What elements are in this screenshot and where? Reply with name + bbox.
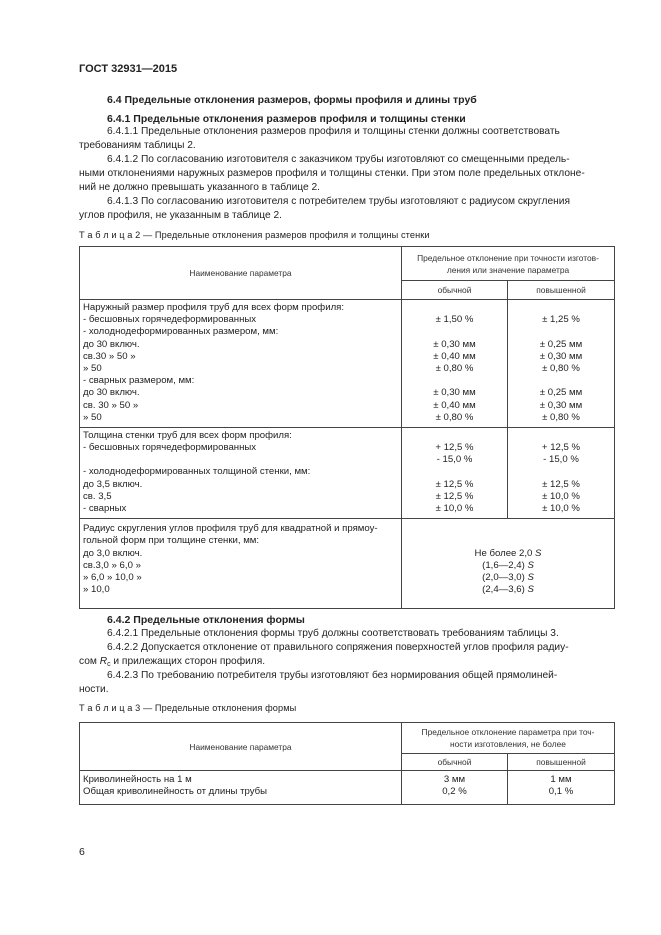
table-3-header-increased: повышенной	[508, 754, 615, 771]
section-6-4-2-title: 6.4.2 Предельные отклонения формы	[107, 614, 305, 626]
para-6-4-1-2-line1: 6.4.1.2 По согласованию изготовителя с заказчиком трубы изготовляют со смещенными предель-	[107, 154, 570, 165]
row-corner-radius-labels: Радиус скругления углов профиля труб для квадратной и прямоу- гольной форм при толщине стенки, мм: до 3,0 включ. св.3,0 » 6,0 » » 6,0 » 10,0 » » 10,0	[80, 519, 402, 609]
table-3-header-param: Наименование параметра	[80, 723, 402, 771]
table-2-header-param: Наименование параметра	[80, 247, 402, 300]
table-row	[80, 771, 615, 805]
row-corner-radius-values: Не более 2,0 S (1,6—2,4) S (2,0—3,0) S (2,4—3,6) S	[402, 519, 615, 609]
para-6-4-2-2-line2: сом $R_c$ и прилежащих сторон профиля.	[79, 656, 266, 668]
row-wall-thickness-ordinary: + 12,5 % - 15,0 % ± 12,5 % ± 12,5 % ± 10,0 %	[402, 427, 508, 518]
table-3-caption: Т а б л и ц а 3 — Предельные отклонения формы	[79, 703, 297, 713]
row-wall-thickness-increased: + 12,5 % - 15,0 % ± 12,5 % ± 10,0 % ± 10,0 %	[508, 427, 615, 518]
row-outer-size-labels: Наружный размер профиля труб для всех форм профиля: - бесшовных горячедеформированных - холоднодеформированных размером, мм: до 30 включ. св.30 » 50 » » 50 - сварных размером, мм: до 30 включ. св. 30 » 50 » » 50	[80, 300, 402, 428]
para-6-4-1-1-line2: требованиям таблицы 2.	[79, 140, 196, 151]
para-6-4-1-1-line1: 6.4.1.1 Предельные отклонения размеров профиля и толщины стенки должны соответствовать	[107, 126, 560, 137]
document-id: ГОСТ 32931—2015	[79, 63, 178, 75]
table-2-header-increased: повышенной	[508, 281, 615, 300]
table-3-increased: 1 мм 0,1 %	[508, 771, 615, 805]
table-row	[80, 300, 615, 428]
row-outer-size-increased: ± 1,25 % ± 0,25 мм ± 0,30 мм ± 0,80 % ± 0,25 мм ± 0,30 мм ± 0,80 %	[508, 300, 615, 428]
section-6-4-1-title: 6.4.1 Предельные отклонения размеров профиля и толщины стенки	[107, 113, 466, 125]
para-6-4-2-3-line1: 6.4.2.3 По требованию потребителя трубы изготовляют без нормирования общей прямолиней-	[107, 670, 558, 681]
para-6-4-1-2-line2: ными отклонениями наружных размеров профиля и толщины стенки. При этом поле предельных отклоне-	[79, 168, 585, 179]
para-6-4-2-1: 6.4.2.1 Предельные отклонения формы труб должны соответствовать требованиям таблицы 3.	[107, 628, 559, 639]
para-6-4-1-3-line1: 6.4.1.3 По согласованию изготовителя с потребителем трубы изготовляют с радиусом скругления	[107, 196, 570, 207]
row-outer-size-ordinary: ± 1,50 % ± 0,30 мм ± 0,40 мм ± 0,80 % ± 0,30 мм ± 0,40 мм ± 0,80 %	[402, 300, 508, 428]
para-6-4-2-2-line1: 6.4.2.2 Допускается отклонение от правильного сопряжения поверхностей углов профиля радиу-	[107, 642, 569, 653]
table-2	[79, 246, 615, 609]
row-wall-thickness-labels: Толщина стенки труб для всех форм профиля: - бесшовных горячедеформированных - холоднодеформированных толщиной стенки, мм: до 3,5 включ. св. 3,5 - сварных	[80, 427, 402, 518]
para-6-4-1-2-line3: ний не должно превышать указанного в таблице 2.	[79, 182, 320, 193]
section-6-4-title: 6.4 Предельные отклонения размеров, формы профиля и длины труб	[107, 94, 477, 106]
table-3-header-ordinary: обычной	[402, 754, 508, 771]
table-row	[80, 427, 615, 518]
table-2-header-deviation: Предельное отклонение при точности изготов- ления или значение параметра	[402, 247, 615, 281]
para-6-4-2-3-line2: ности.	[79, 684, 109, 695]
para-6-4-1-3-line2: углов профиля, не указанным в таблице 2.	[79, 210, 282, 221]
table-3-ordinary: 3 мм 0,2 %	[402, 771, 508, 805]
table-2-caption: Т а б л и ц а 2 — Предельные отклонения размеров профиля и толщины стенки	[79, 230, 430, 240]
table-row	[80, 519, 615, 609]
table-3-labels: Криволинейность на 1 м Общая криволинейность от длины трубы	[80, 771, 402, 805]
table-2-header-ordinary: обычной	[402, 281, 508, 300]
table-3-header-deviation: Предельное отклонение параметра при точ- ности изготовления, не более	[402, 723, 615, 754]
table-3	[79, 722, 615, 805]
page-number: 6	[79, 846, 85, 858]
